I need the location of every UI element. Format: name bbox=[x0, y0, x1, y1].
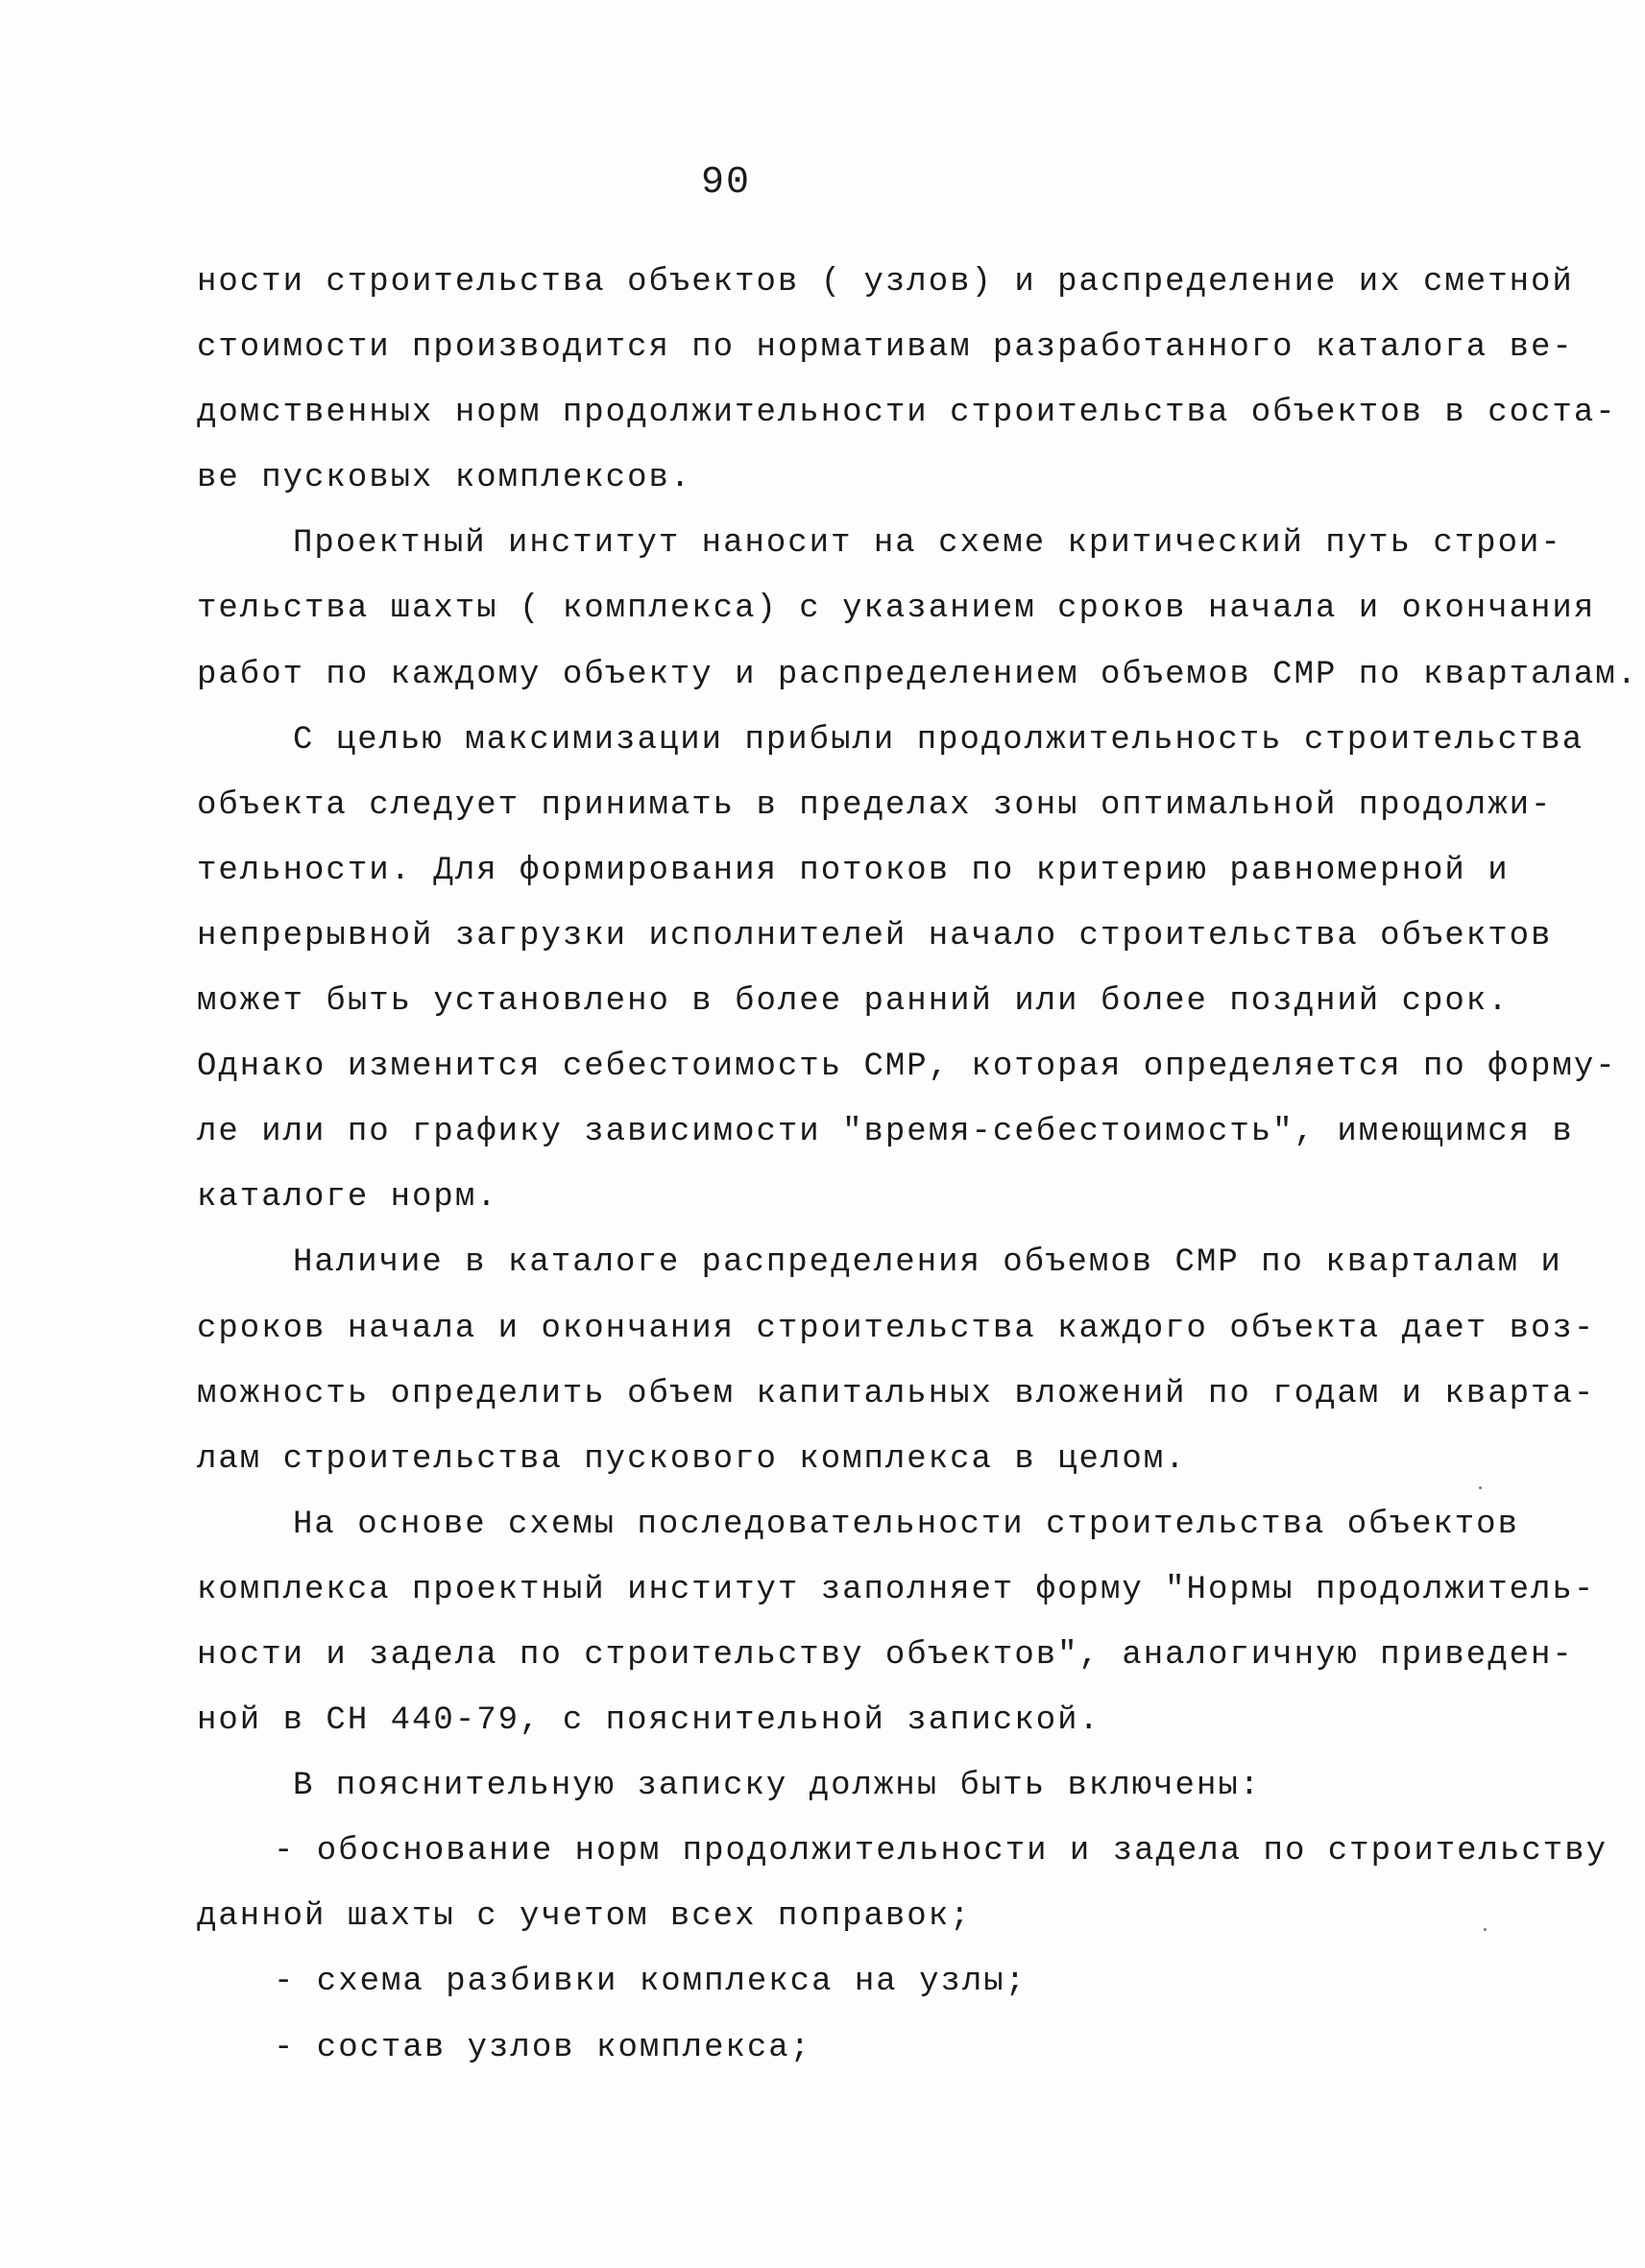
list-item-line: - схема разбивки комплекса на узлы; bbox=[274, 1964, 1028, 2001]
text-line: может быть установлено в более ранний или более поздний срок. bbox=[197, 983, 1510, 1021]
text-line: ности и задела по строительству объектов", аналогичную приведен- bbox=[197, 1636, 1574, 1674]
text-line: стоимости производится по нормативам разработанного каталога ве- bbox=[197, 329, 1574, 367]
paragraph-start-line: Наличие в каталоге распределения объемов СМР по кварталам и bbox=[293, 1244, 1562, 1282]
list-item-line: - обоснование норм продолжительности и задела по строительству bbox=[274, 1833, 1609, 1870]
scan-speck bbox=[1484, 1928, 1487, 1931]
text-line: домственных норм продолжительности строительства объектов в соста- bbox=[197, 395, 1617, 432]
text-line: непрерывной загрузки исполнителей начало строительства объектов bbox=[197, 917, 1553, 954]
text-line: сроков начала и окончания строительства каждого объекта дает воз- bbox=[197, 1310, 1596, 1347]
paragraph-start-line: На основе схемы последовательности строительства объектов bbox=[293, 1506, 1519, 1543]
text-line: можность определить объем капитальных вложений по годам и кварта- bbox=[197, 1375, 1596, 1412]
paragraph-start-line: Проектный институт наносит на схеме критический путь строи- bbox=[293, 525, 1562, 563]
text-line: ной в СН 440-79, с пояснительной запиской. bbox=[197, 1702, 1101, 1740]
paragraph-start-line: С целью максимизации прибыли продолжительность строительства bbox=[293, 721, 1585, 759]
list-item-line: - состав узлов комплекса; bbox=[274, 2029, 812, 2066]
text-line: Однако изменится себестоимость СМР, которая определяется по форму- bbox=[197, 1049, 1617, 1086]
text-line: ности строительства объектов ( узлов) и распределение их сметной bbox=[197, 264, 1574, 301]
text-line: ве пусковых комплексов. bbox=[197, 460, 692, 497]
text-line: лам строительства пускового комплекса в целом. bbox=[197, 1440, 1187, 1478]
text-line: тельства шахты ( комплекса) с указанием сроков начала и окончания bbox=[197, 591, 1596, 628]
text-line: работ по каждому объекту и распределением объемов СМР по кварталам. bbox=[197, 656, 1639, 693]
body-text bbox=[197, 250, 1639, 2081]
text-line: данной шахты с учетом всех поправок; bbox=[197, 1898, 972, 1936]
text-line: комплекса проектный институт заполняет форму "Нормы продолжитель- bbox=[197, 1571, 1596, 1608]
page-number: 90 bbox=[701, 161, 752, 205]
text-line: объекта следует принимать в пределах зоны оптимальной продолжи- bbox=[197, 786, 1553, 824]
text-line: ле или по графику зависимости "время-себестоимость", имеющимся в bbox=[197, 1114, 1574, 1151]
paragraph-start-line: В пояснительную записку должны быть включены: bbox=[293, 1768, 1262, 1805]
text-line: тельности. Для формирования потоков по критерию равномерной и bbox=[197, 852, 1510, 889]
scan-speck bbox=[1479, 1486, 1482, 1489]
text-line: каталоге норм. bbox=[197, 1179, 498, 1217]
